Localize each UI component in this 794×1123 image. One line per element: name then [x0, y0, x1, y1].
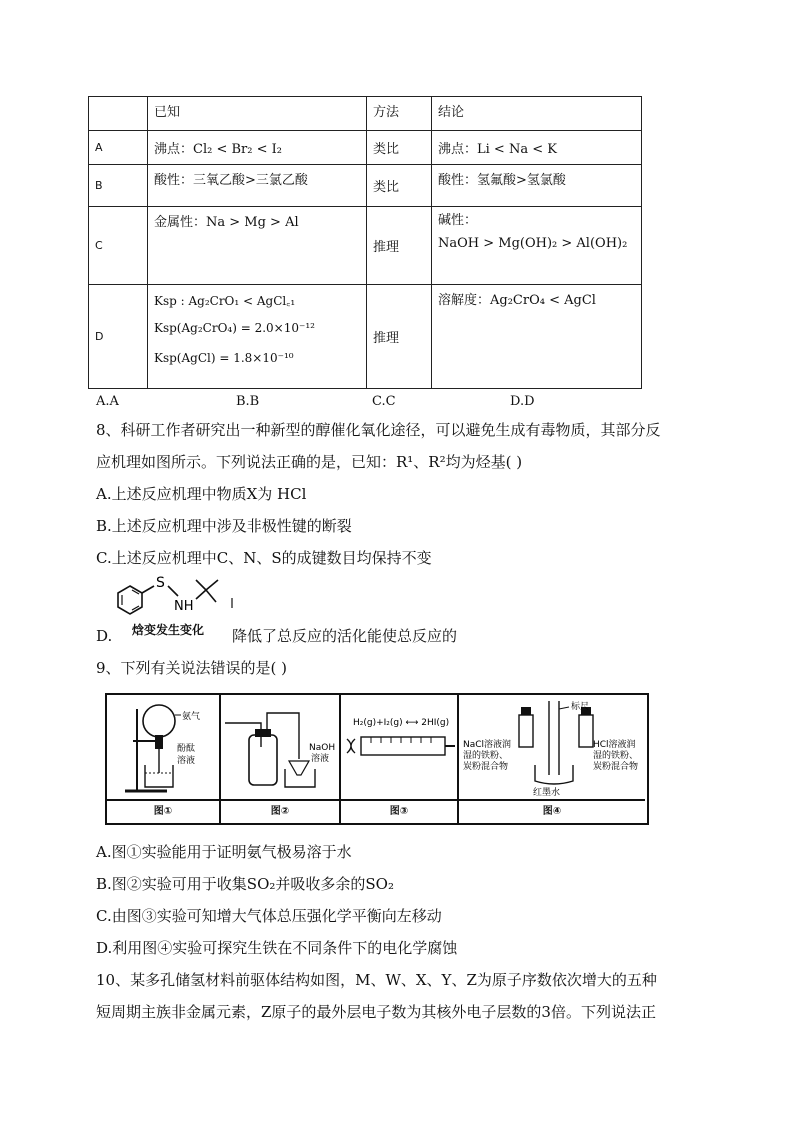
q9-option-a[interactable]: A.图①实验能用于证明氨气极易溶于水 — [96, 843, 352, 861]
q8-stem-line1: 8、科研工作者研究出一种新型的醇催化氧化途径，可以避免生成有毒物质，其部分反 — [96, 421, 661, 439]
gas-collection-icon — [221, 695, 339, 799]
fig4-label-nacl-3: 炭粉混合物 — [463, 762, 509, 772]
table-row — [89, 131, 642, 165]
header-cell — [89, 97, 148, 131]
table-header-row — [89, 97, 642, 131]
q8-option-a[interactable]: A.上述反应机理中物质X为 HCl — [96, 485, 307, 503]
q9-option-b[interactable]: B.图②实验可用于收集SO₂并吸收多余的SO₂ — [96, 875, 394, 893]
ammonia-fountain-icon — [107, 695, 219, 799]
figure-3 — [341, 695, 459, 823]
nh-label: NH — [174, 599, 194, 614]
q9-option-d[interactable]: D.利用图④实验可探究生铁在不同条件下的电化学腐蚀 — [96, 939, 458, 957]
row-label: C — [89, 207, 148, 285]
q9-figure-row — [105, 693, 649, 825]
figure-1 — [107, 695, 221, 823]
option-d-prefix: D. — [96, 627, 113, 645]
table-row — [89, 207, 642, 285]
row-label: D — [89, 285, 148, 389]
q10-line2: 短周期主族非金属元素，Z原子的最外层电子数为其核外电子层数的3倍。下列说法正 — [96, 1003, 656, 1021]
method-cell: 推理 — [367, 285, 432, 389]
table-row — [89, 285, 642, 389]
option-c[interactable]: C.C — [372, 394, 396, 409]
conclusion-line: NaOH > Mg(OH)₂ > Al(OH)₂ — [438, 236, 628, 251]
option-d-caption: 焓变发生变化 — [132, 623, 205, 637]
corrosion-experiment-icon — [459, 695, 645, 799]
syringe-equilibrium-icon — [341, 695, 457, 799]
option-b[interactable]: B.B — [236, 394, 260, 409]
known-line: Ksp(AgCl) = 1.8×10⁻¹⁰ — [154, 351, 294, 365]
fig1-label-solution: 溶液 — [177, 756, 196, 766]
figure-2-caption: 图② — [221, 799, 339, 823]
figure-3-caption: 图③ — [341, 799, 457, 823]
row-label: B — [89, 165, 148, 207]
method-cell: 类比 — [367, 131, 432, 165]
fig4-label-hcl-1: HCl溶液润 — [593, 740, 636, 750]
fig2-label-solution: 溶液 — [311, 754, 330, 764]
header-cell: 结论 — [432, 97, 642, 131]
q8-option-d[interactable] — [96, 623, 716, 646]
fig1-label-phenol: 酚酞 — [177, 744, 196, 754]
fig4-label-nacl-1: NaCl溶液润 — [463, 740, 512, 750]
option-a[interactable]: A.A — [96, 394, 119, 409]
q9-option-c[interactable]: C.由图③实验可知增大气体总压强化学平衡向左移动 — [96, 907, 442, 925]
fig4-label-hcl-2: 湿的铁粉、 — [593, 751, 639, 761]
fig1-label-gas: 氨气 — [182, 712, 201, 722]
fig3-label-equation: H₂(g)+I₂(g) ⟷ 2HI(g) — [353, 718, 450, 728]
known-cell: 金属性：Na > Mg > Al — [148, 207, 367, 285]
row-label: A — [89, 131, 148, 165]
q9-stem: 9、下列有关说法错误的是( ) — [96, 659, 288, 677]
conclusion-cell — [432, 207, 642, 285]
known-line: Ksp : Ag₂CrO₁ < AgCl꜀₁ — [154, 294, 296, 308]
known-cell — [148, 285, 367, 389]
conclusion-line: 碱性： — [438, 213, 478, 228]
method-cell: 推理 — [367, 207, 432, 285]
conclusion-cell: 溶解度：Ag₂CrO₄ < AgCl — [432, 285, 642, 389]
figure-4 — [459, 695, 645, 823]
q8-stem-line2: 应机理如图所示。下列说法正确的是，已知：R¹、R²均为烃基( ) — [96, 453, 523, 471]
conclusion-cell: 沸点：Li < Na < K — [432, 131, 642, 165]
header-cell: 已知 — [148, 97, 367, 131]
fig4-label-ink: 红墨水 — [533, 788, 561, 798]
method-cell: 类比 — [367, 165, 432, 207]
option-d[interactable]: D.D — [510, 394, 535, 409]
header-cell: 方法 — [367, 97, 432, 131]
table-row — [89, 165, 642, 207]
fig4-label-ruler: 标尺 — [571, 702, 590, 712]
fig2-label-naoh: NaOH — [309, 743, 336, 753]
fig4-label-hcl-3: 炭粉混合物 — [593, 762, 639, 772]
known-cell: 酸性：三氧乙酸>三氯乙酸 — [148, 165, 367, 207]
known-line: Ksp(Ag₂CrO₄) = 2.0×10⁻¹² — [154, 321, 315, 335]
thioamine-structure-icon — [108, 572, 248, 624]
q10-line1: 10、某多孔储氢材料前驱体结构如图，M、W、X、Y、Z为原子序数依次增大的五种 — [96, 971, 657, 989]
q7-table — [88, 96, 642, 389]
figure-1-caption: 图① — [107, 799, 219, 823]
conclusion-cell: 酸性：氢氟酸>氢氯酸 — [432, 165, 642, 207]
figure-4-caption: 图④ — [459, 799, 645, 823]
q8-option-c[interactable]: C.上述反应机理中C、N、S的成键数目均保持不变 — [96, 549, 432, 567]
known-cell: 沸点：Cl₂ < Br₂ < I₂ — [148, 131, 367, 165]
sulfur-label: S — [156, 575, 165, 591]
figure-2 — [221, 695, 341, 823]
option-d-suffix: 降低了总反应的活化能使总反应的 — [232, 627, 458, 645]
fig4-label-nacl-2: 湿的铁粉、 — [463, 751, 509, 761]
q8-option-b[interactable]: B.上述反应机理中涉及非极性键的断裂 — [96, 517, 352, 535]
